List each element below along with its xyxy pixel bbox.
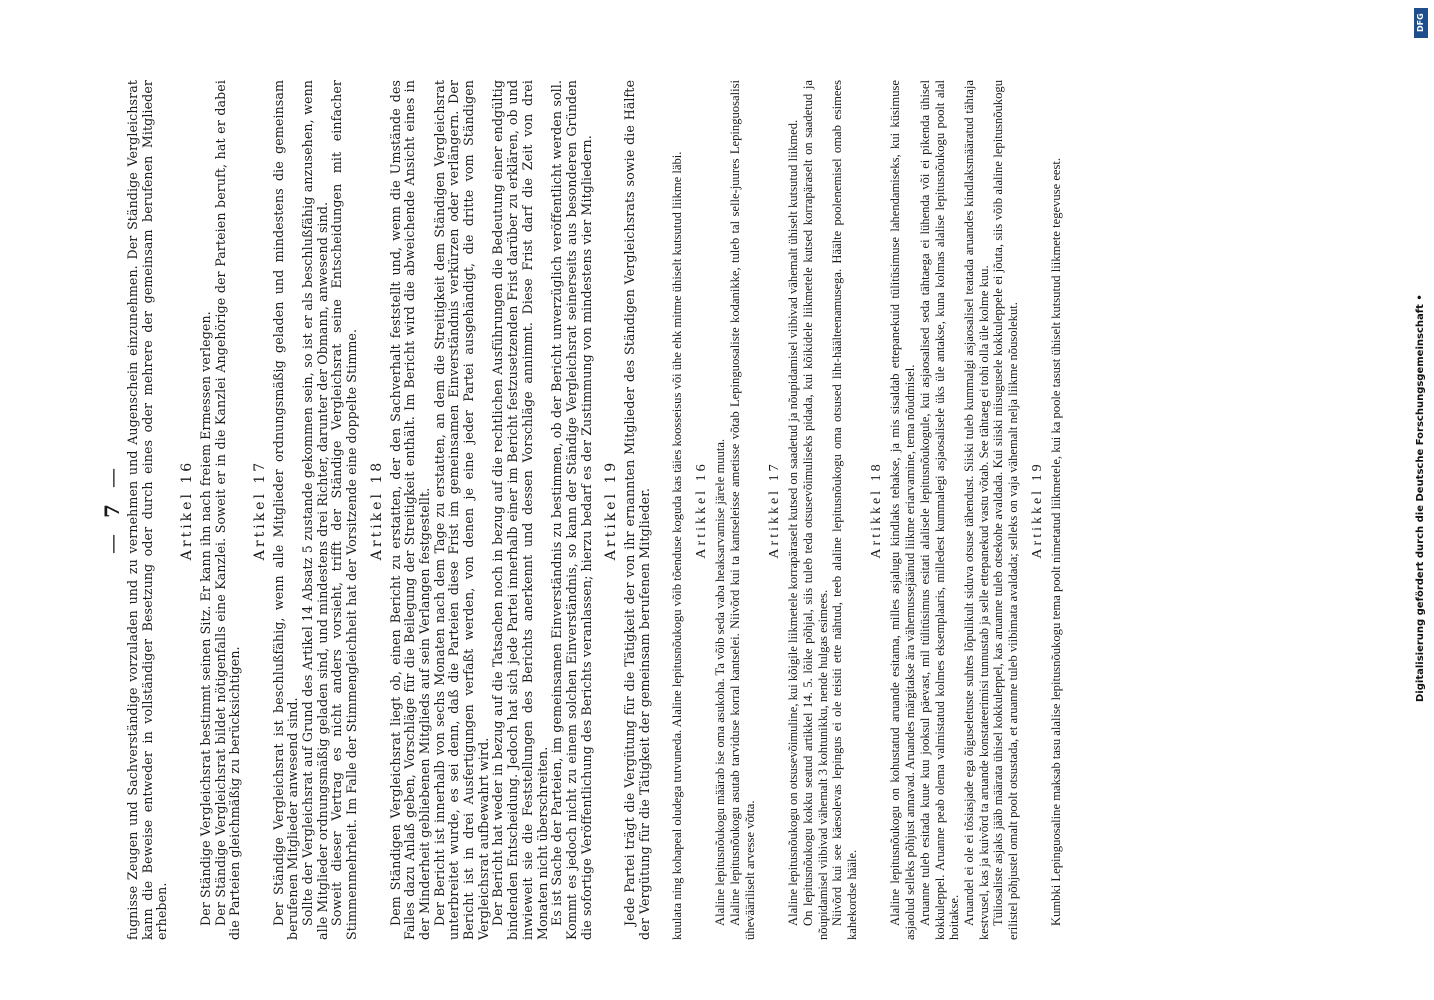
estonian-intro: kuulata ning kohapeal oludega tutvuneda. Alaline lepitusnõukogu võib tõenduse koguda kas täies koosseisus või ühe ehk mitme ühiselt kutsutud liikme läbi. (670, 151, 684, 940)
german-intro: fugnisse Zeugen und Sachverständige vorzuladen und zu vernehmen und Augenschein einzunehmen. Der Ständige Vergleichsrat kann die Beweise entweder in vollständiger Besetzung oder durch eines oder mehrere der gemeinsam berufenen Mitglieder erheben. (125, 80, 170, 940)
page-header: —7— (100, 466, 124, 554)
estonian-article-17-para-1: Alaline lepitusnõukogu on otsusevõimuline, kui kõigile liikmetele korrapäraselt kutsed on saadetud ja nõupidamisel viibivad vähemalt ühiselt kutsutud liikmed. (786, 119, 801, 926)
german-article-17-para-1: Der Ständige Vergleichsrat ist beschlußfähig, wenn alle Mitglieder ordnungsmäßig geladen und mindestens die gemeinsam berufenen Mitglieder anwesend sind. (270, 80, 301, 940)
estonian-article-17-para-3: Niivõrd kui see käesolevas lepingus ei ole teisiti ette nähtud, teeb alaline lepitusnõukogu oma otsused liht-häälteenamusega. Häälte poolenemisel omab esimees kahekordse hääle. (830, 80, 860, 940)
estonian-article-17-title: Artikkel 17 (766, 461, 782, 559)
estonian-article-17-para-2: On lepitusnõukogu kokku seatud artikkel 14. 5. lõike põhjal, siis tuleb teda otsusevõimuliseks pidada, kui kõikidele liikmetele kutsed korrapäraselt on saadetud ja nõupidamisel viibivad vähemalt 3 kohtunikku, nende hulgas esimees. (800, 80, 830, 940)
german-article-16-para-1: Der Ständige Vergleichsrat bestimmt seinen Sitz. Er kann ihn nach freiem Ermessen verlegen. (197, 311, 213, 926)
estonian-article-18-para-2: Aruanne tuleb esitada kuue kuu jooksul päevast, mil tülitüsimus esitati alalisele lepitusnõukogule, kui asjaosalised seda tähtaega ei lühenda või ei pikenda ühisel kokkuleppel. Aruanne peab olema valmistatud kolmes eksemplaaris, milledest kummalegi asjaosalisele üks üle antakse, kuna kolmas alalise lepitusnõukogu poolt alal hoitakse. (917, 80, 962, 940)
estonian-article-19-para-1: Kumbki Lepinguosaline maksab tasu alalise lepitusnõukogu tema poolt nimetatud liikmetele, kui ka poole tasust ühiselt kutsutud liikmete tegevuse eest. (1049, 157, 1064, 926)
estonian-article-16-para-2: Alaline lepitusnõukogu asutab tarviduse korral kantselei. Niivõrd kui ta kantseleisse ametisse võtab Lepinguosaliste kodanikke, tuleb tal selle-juures Lepinguosalisi ühevääriliselt arvesse võtta. (728, 80, 757, 940)
estonian-article-18-para-4: Tüliosaliste asjaks jääb määrata ühisel kokkuleppel, kas aruanne tuleb otsekohe avaldada. Kui siiski niisugusele kokkuleppele ei jõuta, siis võib alaline lepitusnõukogu erilistel põhjustel omalt poolt otsustada, et aruanne tuleb viibimata avaldada; selleks on vaja vähemalt nelja liikme nõusolekut. (991, 80, 1021, 940)
page-number: 7 (100, 502, 124, 518)
estonian-article-18-para-3: Aruandel ei ole ei tõsiasjade ega õiguseletuste suhtes lõpulikult siduva otsuse tähendust. Siiski tuleb kummalgi asjaosalisel teatada aruandes kindlaksmääratud tähtaja kestvusel, kas ja kuivõrd ta aruande konstateerimisi tunnustab ja selle ettepanekud vastu võtab. See tähtaeg ei tohi olla üle kolme kuu. (961, 80, 991, 940)
dfg-logo: DFG (1414, 8, 1428, 38)
german-article-18-title: Artikel 18 (368, 459, 385, 561)
rotated-page-content (100, 80, 1220, 940)
estonian-article-18-title: Artikkel 18 (868, 461, 884, 559)
german-column (126, 80, 653, 940)
estonian-article-16-para-1: Alaline lepitusnõukogu määrab ise oma asukoha. Ta võib seda vaba heaksarvamise järele muuta. (713, 438, 728, 926)
estonian-article-18-para-1: Alaline lepitusnõukogu on kohustatud aruande esitama, milles asjalugu kindlaks tehakse, ja mis sisaldab ettepanekuid tülitüsimuse lahendamiseks, kui küsimuse asjaolud selleks põhjust annavad. Aruandes märgitakse ära vähemussejäänud liikme eriarvamine, tema nõudmisel. (888, 80, 918, 940)
german-article-19-title: Artikel 19 (603, 459, 620, 561)
german-article-16-title: Artikel 16 (179, 459, 196, 561)
german-article-18-para-1: Dem Ständigen Vergleichsrat liegt ob, einen Bericht zu erstatten, der den Sachverhalt feststellt und, wenn die Umstände des Falles dazu Anlaß geben, Vorschläge für die Beilegung der Streitigkeit enthält. Im Bericht wird die abweichende Ansicht eines in der Minderheit gebliebenen Mitglieds auf sein Verlangen festgestellt. (387, 80, 432, 940)
german-article-17-para-2: Sollte der Vergleichsrat auf Grund des Artikel 14 Absatz 5 zustande gekommen sein, so ist er als beschlußfähig anzusehen, wenn alle Mitglieder ordnungsmäßig geladen sind, und mindestens drei Richter, darunter der Obmann, anwesend sind. (300, 80, 330, 940)
german-article-17-title: Artikel 17 (251, 459, 268, 561)
german-article-18-para-2: Der Bericht ist innerhalb von sechs Monaten nach dem Tage zu erstatten, an dem die Streitigkeit dem Ständigen Vergleichsrat unterbreitet wurde, es sei denn, daß die Parteien diese Frist im gemeinsamen Einverständnis verkürzen oder verlängern. Der Bericht ist in drei Ausfertigungen verfaßt werden, von denen je eine jeder Partei ausgehändigt, die dritte vom Ständigen Vergleichsrat aufbewahrt wird. (431, 80, 491, 940)
german-article-18-para-3: Der Bericht hat weder in bezug auf die Tatsachen noch in bezug auf die rechtlichen Ausführungen die Bedeutung einer endgültig bindenden Entscheidung. Jedoch hat sich jede Partei innerhalb einer im Bericht festzusetzenden Frist darüber zu erklären, ob und inwieweit sie die Feststellungen des Berichts anerkennt und dessen Vorschläge annimmt. Diese Frist darf die Zeit von drei Monaten nicht überschreiten. (490, 80, 550, 940)
german-article-19-para-1: Jede Partei trägt die Vergütung für die Tätigkeit der von ihr ernannten Mitglieder des Ständigen Vergleichsrats sowie die Hälfte der Vergütung für die Tätigkeit der gemeinsam berufenen Mitglieder. (622, 80, 652, 940)
german-article-17-para-3: Soweit dieser Vertrag es nicht anders vorsieht, trifft der Ständige Vergleichsrat seine Entscheidungen mit einfacher Stimmenmehrheit. Im Falle der Stimmengleichheit hat der Vorsitzende eine doppelte Stimme. (329, 80, 360, 940)
german-article-18-para-4: Es ist Sache der Parteien, im gemeinsamen Einverständnis zu bestimmen, ob der Bericht unverzüglich veröffentlicht werden soll. Kommt es jedoch nicht zu einem solchen Einverständnis, so kann der Ständige Vergleichsrat seinerseits aus besonderen Gründen die sofortige Veröffentlichung des Berichts veranlassen; hierzu bedarf es der Zustimmung von mindestens vier Mitgliedern. (549, 80, 594, 940)
digitization-note: Digitalisierung gefördert durch die Deutsche Forschungsgemeinschaft • (1415, 294, 1426, 702)
estonian-article-19-title: Artikkel 19 (1029, 461, 1045, 559)
estonian-article-16-title: Artikkel 16 (693, 461, 709, 559)
german-article-16-para-2: Der Ständige Vergleichsrat bildet nötigenfalls eine Kanzlei. Soweit er in die Kanzlei Angehörige der Parteien beruft, hat er dabei die Parteien gleichmäßig zu berücksichtigen. (212, 80, 243, 940)
estonian-column (670, 80, 1064, 940)
